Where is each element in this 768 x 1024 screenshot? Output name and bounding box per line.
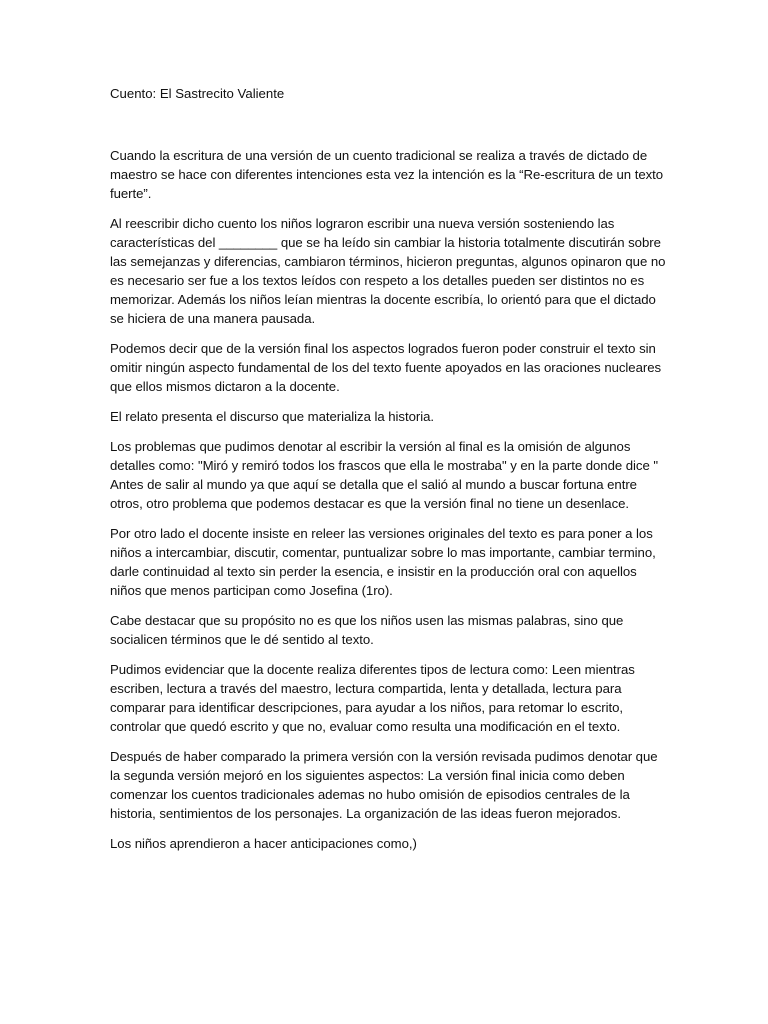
paragraph-6: Por otro lado el docente insiste en releer las versiones originales del texto es para poner a los niños a intercambiar, discutir, comentar, puntualizar sobre lo mas importante, cambiar termino, darle continuidad al texto sin perder la esencia, e insistir en la producción oral con aquellos niños que menos participan como Josefina (1ro).: [110, 526, 656, 598]
document-title: Cuento: El Sastrecito Valiente: [110, 86, 285, 101]
paragraph-2: Al reescribir dicho cuento los niños lograron escribir una nueva versión sosteniendo las características del ________ que se ha leído sin cambiar la historia totalmente discutirán sobre las semejanzas y diferencias, cambiaron términos, hicieron preguntas, algunos opinaron que no es necesario ser fue a los textos leídos con respeto a los detalles pueden ser distintos no es memorizar. Además los niños leían mientras la docente escribía, lo orientó para que el dictado se hiciera de una manera pausada.: [110, 216, 666, 326]
paragraph-10: Los niños aprendieron a hacer anticipaciones como,): [110, 836, 417, 851]
paragraph-1: Cuando la escritura de una versión de un cuento tradicional se realiza a través de dictado de maestro se hace con diferentes intenciones esta vez la intención es la “Re-escritura de un texto fuerte”.: [110, 148, 664, 201]
document-body: [110, 146, 666, 864]
paragraph-8: Pudimos evidenciar que la docente realiza diferentes tipos de lectura como: Leen mientras escriben, lectura a través del maestro, lectura compartida, lenta y detallada, lectura para comparar para identificar descripciones, para ayudar a los niños, para retomar lo escrito, controlar que quedó escrito y que no, evaluar como resulta una modificación en el texto.: [110, 662, 635, 734]
paragraph-5: Los problemas que pudimos denotar al escribir la versión al final es la omisión de algunos detalles como: "Miró y remiró todos los frascos que ella le mostraba" y en la parte donde dice " Antes de salir al mundo ya que aquí se detalla que el salió al mundo a buscar fortuna entre otros, otro problema que podemos destacar es que la versión final no tiene un desenlace.: [110, 439, 659, 511]
paragraph-7: Cabe destacar que su propósito no es que los niños usen las mismas palabras, sino que socialicen términos que le dé sentido al texto.: [110, 613, 624, 647]
paragraph-9: Después de haber comparado la primera versión con la versión revisada pudimos denotar que la segunda versión mejoró en los siguientes aspectos: La versión final inicia como deben comenzar los cuentos tradicionales ademas no hubo omisión de episodios centrales de la historia, sentimientos de los personajes. La organización de las ideas fueron mejorados.: [110, 749, 658, 821]
paragraph-3: Podemos decir que de la versión final los aspectos logrados fueron poder construir el texto sin omitir ningún aspecto fundamental de los del texto fuente apoyados en las oraciones nucleares que ellos mismos dictaron a la docente.: [110, 341, 662, 394]
paragraph-4: El relato presenta el discurso que materializa la historia.: [110, 409, 434, 424]
